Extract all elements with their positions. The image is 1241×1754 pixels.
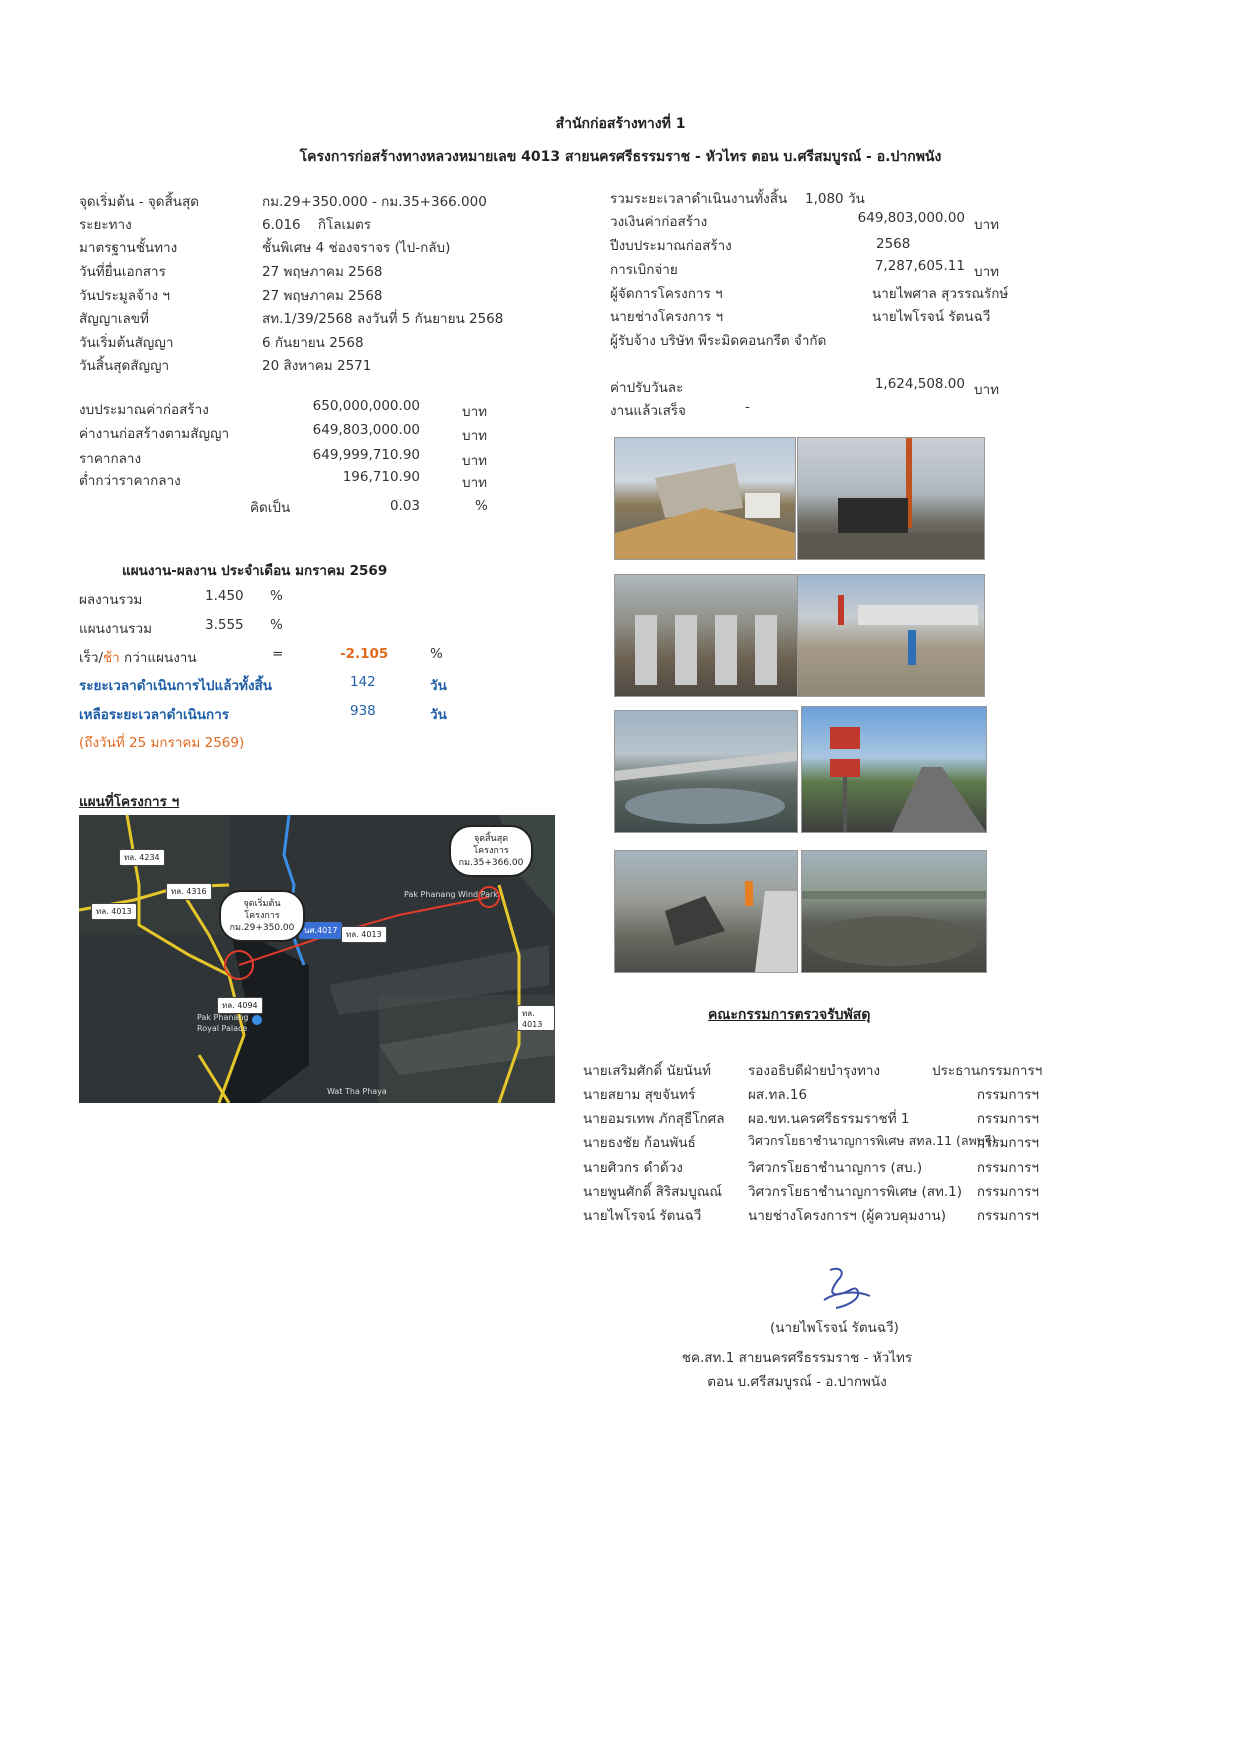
member-role: กรรมการฯ <box>976 1184 1039 1200</box>
info-label: วงเงินค่าก่อสร้าง <box>610 214 708 230</box>
member-name: นายธงชัย ก้อนพันธ์ <box>583 1135 696 1151</box>
diff-value: -2.105 <box>340 646 389 662</box>
fine-value: 1,624,508.00 <box>874 376 965 392</box>
info-label: สัญญาเลขที่ <box>79 311 149 327</box>
project-map <box>79 815 555 1103</box>
member-position: วิศวกรโยธาชำนาญการพิเศษ (สท.1) <box>748 1184 963 1200</box>
wat-label: Wat Tha Phaya <box>327 1087 387 1096</box>
plan-unit: % <box>270 617 283 633</box>
map-label-4013-east: ทล. 4013 <box>517 1005 555 1031</box>
pct-label: คิดเป็น <box>250 500 291 516</box>
info-value: 649,803,000.00 <box>857 210 965 226</box>
member-position: ผส.ทล.16 <box>748 1087 808 1103</box>
info-label: ผู้จัดการโครงการ ฯ <box>610 286 723 302</box>
budget-label: ต่ำกว่าราคากลาง <box>79 473 181 489</box>
end-point-callout <box>449 825 533 877</box>
remain-unit: วัน <box>430 707 447 723</box>
member-name: นายไพโรจน์ รัตนฉวี <box>583 1208 702 1224</box>
budget-value: 649,803,000.00 <box>312 422 420 438</box>
budget-label: ค่างานก่อสร้างตามสัญญา <box>79 426 230 442</box>
budget-label: งบประมาณค่าก่อสร้าง <box>79 402 209 418</box>
member-position: วิศวกรโยธาชำนาญการพิเศษ สทล.11 (ลพบุรี) <box>748 1133 997 1148</box>
map-title: แผนที่โครงการ ฯ <box>79 794 180 810</box>
member-name: นายอมรเทพ ภักสุธีโกศล <box>583 1111 725 1127</box>
member-position: รองอธิบดีฝ่ายบำรุงทาง <box>748 1063 881 1079</box>
remain-label: เหลือระยะเวลาดำเนินการ <box>79 707 230 723</box>
end-point-label: จุดสิ้นสุดโครงการ <box>473 834 509 856</box>
member-name: นายศิวกร ดำด้วง <box>583 1160 683 1176</box>
fine-unit: บาท <box>974 382 1000 398</box>
info-value: สท.1/39/2568 ลงวันที่ 5 กันยายน 2568 <box>262 311 504 327</box>
elapsed-label: ระยะเวลาดำเนินการไปแล้วทั้งสิ้น <box>79 678 273 694</box>
map-label-4316: ทล. 4316 <box>166 883 212 900</box>
site-photo <box>614 850 798 973</box>
member-name: นายพูนศักดิ์ สิริสมบูณณ์ <box>583 1184 722 1200</box>
palace-label-2: Royal Palace <box>197 1024 248 1033</box>
diff-label: เร็ว/ช้า กว่าแผนงาน <box>79 650 197 666</box>
progress-title: แผนงาน-ผลงาน ประจำเดือน มกราคม 2569 <box>122 563 388 579</box>
signer-title-2: ตอน บ.ศรีสมบูรณ์ - อ.ปากพนัง <box>707 1374 887 1390</box>
start-point-label: จุดเริ่มต้นโครงการ <box>243 899 281 921</box>
project-title: โครงการก่อสร้างทางหลวงหมายเลข 4013 สายนครศรีธรรมราช - หัวไทร ตอน บ.ศรีสมบูรณ์ - อ.ปากพนัง <box>299 149 942 165</box>
info-value: 6 กันยายน 2568 <box>262 335 364 351</box>
result-unit: % <box>270 588 283 604</box>
pct-unit: % <box>475 498 488 514</box>
budget-value: 649,999,710.90 <box>312 447 420 463</box>
map-label-4234: ทล. 4234 <box>119 849 165 866</box>
info-label: การเบิกจ่าย <box>610 262 678 278</box>
info-value: นายไพโรจน์ รัตนฉวี <box>872 309 991 325</box>
wind-park-label: Pak Phanang Wind Park <box>404 890 498 899</box>
member-position: วิศวกรโยธาชำนาญการ (สบ.) <box>748 1160 923 1176</box>
palace-label-1: Pak Phanang <box>197 1013 249 1022</box>
duration-value: 1,080 วัน <box>805 191 865 207</box>
member-role: กรรมการฯ <box>976 1135 1039 1151</box>
budget-value: 196,710.90 <box>342 469 420 485</box>
info-value: 20 สิงหาคม 2571 <box>262 358 372 374</box>
map-label-4013-west: ทล. 4013 <box>91 903 137 920</box>
office-title: สำนักก่อสร้างทางที่ 1 <box>555 116 686 132</box>
info-unit: บาท <box>974 264 1000 280</box>
budget-unit: บาท <box>462 453 488 469</box>
site-photo <box>614 437 796 560</box>
info-label: มาตรฐานชั้นทาง <box>79 240 178 256</box>
pct-value: 0.03 <box>389 498 420 514</box>
site-photo <box>614 574 798 697</box>
info-label: ปีงบประมาณก่อสร้าง <box>610 238 732 254</box>
signer-title-1: ชค.สท.1 สายนครศรีธรรมราช - หัวไทร <box>681 1350 913 1366</box>
info-value: นายไพศาล สุวรรณรักษ์ <box>872 286 1009 302</box>
info-value: 6.016 กิโลเมตร <box>262 217 372 233</box>
budget-unit: บาท <box>462 428 488 444</box>
duration-label: รวมระยะเวลาดำเนินงานทั้งสิ้น <box>610 191 788 207</box>
committee-title: คณะกรรมการตรวจรับพัสดุ <box>708 1007 871 1023</box>
site-photo <box>797 437 985 560</box>
info-value: กม.29+350.000 - กม.35+366.000 <box>262 194 487 210</box>
as-of-date: (ถึงวันที่ 25 มกราคม 2569) <box>79 735 245 751</box>
member-role: กรรมการฯ <box>976 1160 1039 1176</box>
budget-unit: บาท <box>462 404 488 420</box>
info-value: 7,287,605.11 <box>874 258 965 274</box>
member-position: นายช่างโครงการฯ (ผู้ควบคุมงาน) <box>748 1208 947 1224</box>
fine-label: ค่าปรับวันละ <box>610 380 684 396</box>
remain-value: 938 <box>350 703 376 719</box>
budget-value: 650,000,000.00 <box>312 398 420 414</box>
signature-mark <box>816 1262 876 1312</box>
info-label: นายช่างโครงการ ฯ <box>610 309 724 325</box>
done-label: งานแล้วเสร็จ <box>610 403 686 419</box>
done-value: - <box>745 399 750 415</box>
diff-unit: % <box>430 646 443 662</box>
info-value: 27 พฤษภาคม 2568 <box>262 288 383 304</box>
info-value: 2568 <box>876 236 911 252</box>
site-photo <box>801 706 987 833</box>
budget-unit: บาท <box>462 475 488 491</box>
diff-eq: = <box>272 646 284 662</box>
elapsed-unit: วัน <box>430 678 447 694</box>
contractor: ผู้รับจ้าง บริษัท พีระมิดคอนกรีต จำกัด <box>610 333 827 349</box>
info-label: จุดเริ่มต้น - จุดสิ้นสุด <box>79 194 200 210</box>
map-label-4094: ทล. 4094 <box>217 997 263 1014</box>
info-value: ชั้นพิเศษ 4 ช่องจราจร (ไป-กลับ) <box>262 240 451 256</box>
info-label: วันที่ยื่นเอกสาร <box>79 264 166 280</box>
elapsed-value: 142 <box>350 674 376 690</box>
plan-value: 3.555 <box>205 617 244 633</box>
member-position: ผอ.ขท.นครศรีธรรมราชที่ 1 <box>748 1111 910 1127</box>
member-role: กรรมการฯ <box>976 1208 1039 1224</box>
info-label: วันสิ้นสุดสัญญา <box>79 358 170 374</box>
info-label: วันเริ่มต้นสัญญา <box>79 335 174 351</box>
start-point-callout <box>219 890 305 942</box>
info-unit: บาท <box>974 217 1000 233</box>
site-photo <box>801 850 987 973</box>
plan-label: แผนงานรวม <box>79 621 152 637</box>
result-label: ผลงานรวม <box>79 592 143 608</box>
end-point-km: กม.35+366.00 <box>458 858 524 868</box>
site-photo <box>614 710 798 833</box>
member-role: กรรมการฯ <box>976 1087 1039 1103</box>
info-label: ระยะทาง <box>79 217 132 233</box>
info-label: วันประมูลจ้าง ฯ <box>79 288 171 304</box>
member-name: นายสยาม สุขจันทร์ <box>583 1087 696 1103</box>
member-role: กรรมการฯ <box>976 1111 1039 1127</box>
info-value: 27 พฤษภาคม 2568 <box>262 264 383 280</box>
member-role: ประธานกรรมการฯ <box>932 1063 1043 1079</box>
signer-name: (นายไพโรจน์ รัตนฉวี) <box>770 1320 899 1336</box>
member-name: นายเสริมศักดิ์ นัยนันท์ <box>583 1063 712 1079</box>
start-point-km: กม.29+350.00 <box>229 923 295 933</box>
map-label-4017: นศ.4017 <box>299 922 342 939</box>
site-photo <box>797 574 985 697</box>
map-label-4013-mid: ทล. 4013 <box>341 926 387 943</box>
result-value: 1.450 <box>205 588 244 604</box>
budget-label: ราคากลาง <box>79 451 142 467</box>
